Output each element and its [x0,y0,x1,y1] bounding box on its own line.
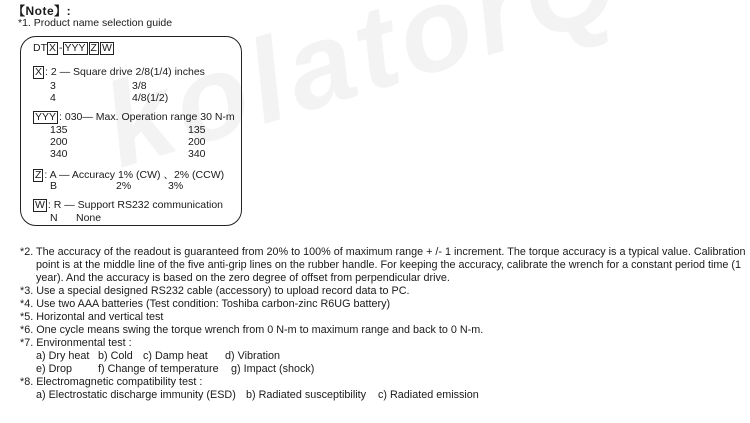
yyy-line1: : 030— Max. Operation range 30 N-m [59,111,235,123]
note-7: *7. Environmental test : [20,337,132,349]
guide-title: *1. Product name selection guide [18,17,173,29]
w-row-val: None [76,212,102,224]
z-line1: : A — Accuracy 1% (CW) 、2% (CCW) [44,169,225,181]
note-8: *8. Electromagnetic compatibility test : [20,376,203,388]
model-code [33,42,115,55]
env-test-e: e) Drop [36,363,73,375]
x-row-2-val: 4/8(1/2) [132,92,169,104]
z-row-key: B [50,180,58,192]
model-z-box: Z [90,42,97,54]
x-line1: : 2 — Square drive 2/8(1/4) inches [45,66,205,78]
env-test-d: d) Vibration [225,350,281,362]
env-test-c: c) Damp heat [143,350,208,362]
yyy-row-2-val: 200 [188,136,206,148]
z-code-box: Z [35,169,42,181]
model-w-box: W [101,42,112,54]
note-6: *6. One cycle means swing the torque wrench from 0 N-m to maximum range and back to 0 N-m. [20,324,484,336]
note-2-line-2: point is at the middle line of the five anti-grip lines on the rubber handle. For keeping the accuracy, calibrate the wrench for a constant period time (1 [36,259,741,271]
x-row-1-val: 3/8 [132,80,147,92]
yyy-row-1-key: 135 [50,124,68,136]
yyy-row-1-val: 135 [188,124,206,136]
x-section-line [33,66,205,79]
env-test-a: a) Dry heat [36,350,90,362]
note-5: *5. Horizontal and vertical test [20,311,164,323]
w-row-key: N [50,212,58,224]
model-dash: - [59,42,63,54]
x-code-box: X [35,66,43,78]
note-3: *3. Use a special designed RS232 cable (accessory) to upload record data to PC. [20,285,410,297]
yyy-code-box: YYY [35,111,57,123]
z-row-val-2: 3% [168,180,184,192]
note-4: *4. Use two AAA batteries (Test condition: Toshiba carbon-zinc R6UG battery) [20,298,391,310]
emc-test-a: a) Electrostatic discharge immunity (ESD) [36,389,236,401]
note-title: 【Note】: [13,4,72,18]
env-test-g: g) Impact (shock) [231,363,315,375]
env-test-b: b) Cold [98,350,133,362]
model-yyy-box: YYY [64,42,86,54]
note-2-line-1: *2. The accuracy of the readout is guaranteed from 20% to 100% of maximum range + /- 1 increment. The torque accuracy is a typical value. Calibration [20,246,746,258]
note-2-line-3: year). And the accuracy is based on the zero degree of offset from perpendicular drive. [36,272,450,284]
yyy-row-3-key: 340 [50,148,68,160]
x-row-2-key: 4 [50,92,56,104]
model-prefix: DT [33,42,47,54]
emc-test-c: c) Radiated emission [378,389,479,401]
w-code-box: W [35,199,45,211]
w-line1: : R — Support RS232 communication [47,199,224,211]
z-row-val-1: 2% [116,180,132,192]
yyy-row-2-key: 200 [50,136,68,148]
yyy-section-line [33,111,235,124]
model-x-box: X [49,42,57,54]
env-test-f: f) Change of temperature [98,363,219,375]
x-row-1-key: 3 [50,80,56,92]
yyy-row-3-val: 340 [188,148,206,160]
w-section-line [33,199,223,212]
emc-test-b: b) Radiated susceptibility [246,389,367,401]
